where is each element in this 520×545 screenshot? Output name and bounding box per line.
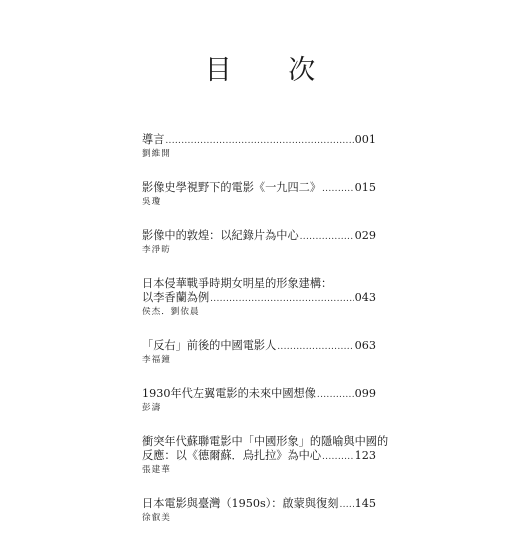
toc-title: 反應：以《德爾蘇．烏扎拉》為中心 [142,449,322,462]
toc-title-line [142,339,376,353]
toc-title-line [142,133,376,147]
page-number: 145 [354,497,376,510]
toc-author: 張建華 [142,465,171,475]
toc-title-line [142,291,376,305]
leader-dots [317,388,354,402]
toc-entry[interactable] [142,277,376,318]
toc-entry[interactable] [142,497,376,524]
leader-dots [300,230,354,244]
toc-title-first-line: 日本侵華戰爭時期女明星的形象建構： [142,277,333,290]
toc-title-line-first [142,277,376,291]
toc-author: 侯杰．劉依晨 [142,307,200,317]
page-title: 目 次 [204,55,340,86]
page-number: 029 [354,229,376,242]
toc-title: 導言 [142,133,165,146]
toc-title: 1930年代左翼電影的未來中國想像 [142,387,316,400]
leader-dots [322,450,354,464]
page-number: 123 [354,449,376,462]
toc-entry-introduction[interactable] [142,133,376,160]
toc-entry[interactable] [142,387,376,414]
toc-author: 李福鐘 [142,355,171,365]
page-number: 043 [354,291,376,304]
toc-entry[interactable] [142,181,376,208]
toc-title: 「反右」前後的中國電影人 [142,339,277,352]
leader-dots [322,182,354,196]
toc-title: 以李香蘭為例 [142,291,210,304]
toc-title-line [142,181,376,195]
toc-title-line [142,387,376,401]
leader-dots [165,134,353,148]
toc-entry[interactable] [142,229,376,256]
toc-title-line [142,497,376,511]
toc-title-first-line: 衝突年代蘇聯電影中「中國形象」的隱喻與中國的 [142,435,389,448]
toc-title: 影像史學視野下的電影《一九四二》 [142,181,322,194]
leader-dots [277,340,353,354]
toc-title-line [142,229,376,243]
toc-author: 彭濤 [142,403,162,413]
page-number: 099 [354,387,376,400]
leader-dots [339,498,353,512]
toc-title: 影像中的敦煌：以紀錄片為中心 [142,229,299,242]
toc-title-line [142,449,376,463]
leader-dots [210,292,354,306]
toc-author: 李淨昉 [142,245,171,255]
toc-entry[interactable] [142,339,376,366]
toc-author: 吳瓊 [142,197,162,207]
toc-title-line-first [142,435,389,449]
toc-title: 日本電影與臺灣（1950s）：啟蒙與復刻 [142,497,339,510]
page-number: 001 [354,133,376,146]
page-number: 063 [354,339,376,352]
page-number: 015 [354,181,376,194]
toc-author: 徐叡美 [142,513,171,523]
table-of-contents [142,133,389,545]
toc-entry[interactable] [142,435,389,476]
toc-author: 劉維開 [142,149,171,159]
